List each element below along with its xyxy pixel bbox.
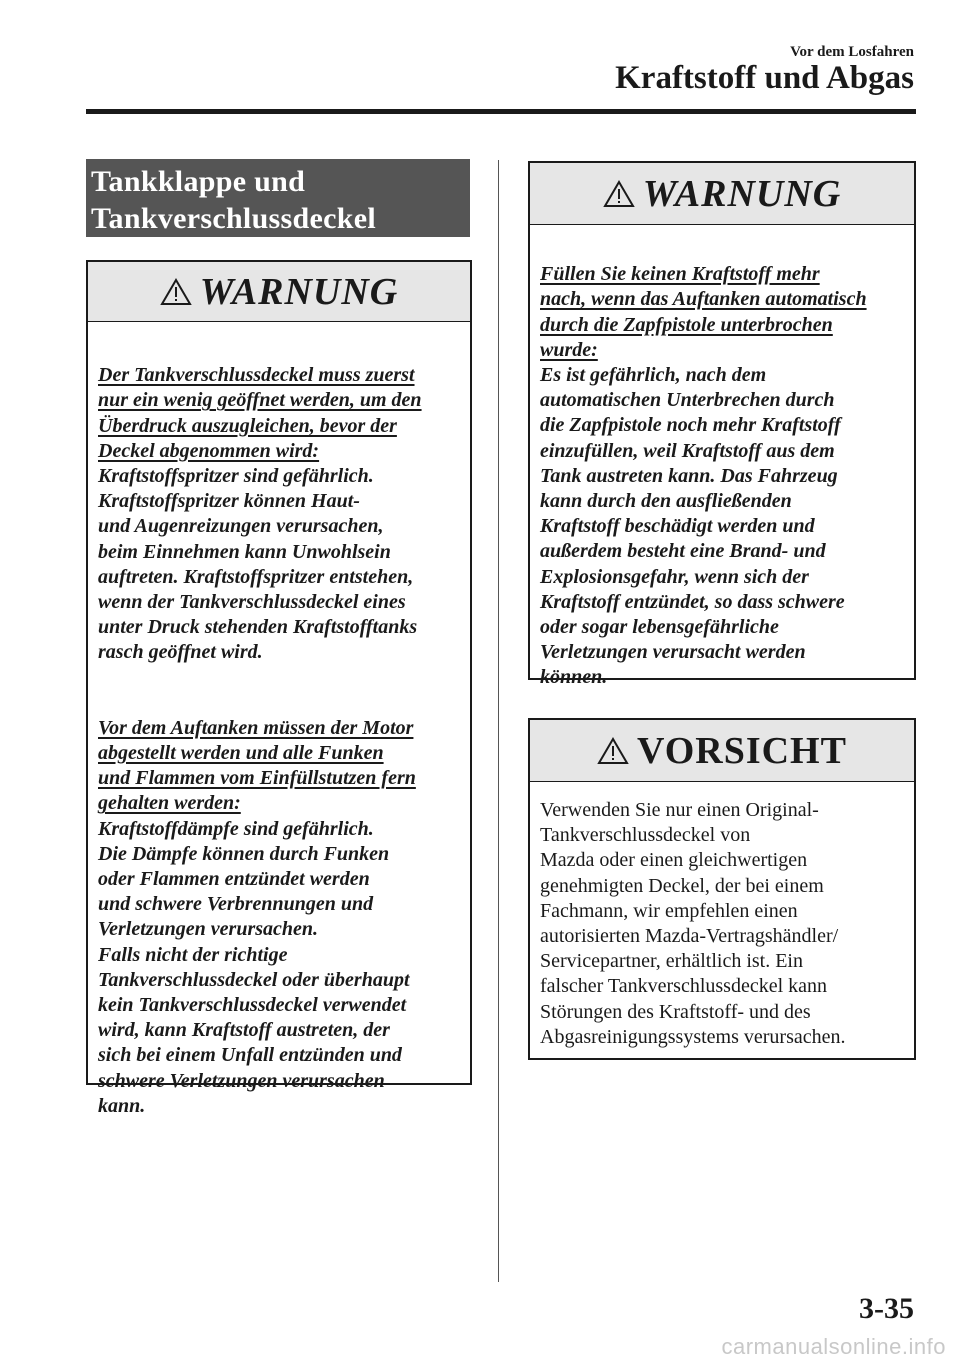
warning-left-paragraph-2 — [98, 716, 462, 1119]
warning-triangle-icon — [597, 737, 629, 765]
header-rule — [86, 109, 916, 114]
warning-triangle-icon — [160, 278, 192, 306]
warning-left-p1-underlined: Der Tankverschlussdeckel muss zuerst nur ein wenig geöffnet werden, um den Überdruck auszugleichen, bevor der Deckel abgenommen wird: — [98, 364, 422, 462]
warning-box-left — [86, 260, 472, 1117]
warning-box-right-label: WARNUNG — [642, 172, 842, 215]
warning-box-right — [528, 161, 916, 689]
warning-left-p2-body: Kraftstoffdämpfe sind gefährlich. Die Dämpfe können durch Funken oder Flammen entzündet werden und schwere Verbrennungen und Verletzungen verursachen. Falls nicht der richtige Tankverschlussdeckel oder überhaupt kein Tankverschlussdeckel verwendet wird, kann Kraftstoff austreten, der sich bei einem Unfall entzünden und schwere Verletzungen verursachen kann. — [98, 817, 410, 1117]
section-heading — [86, 159, 470, 237]
warning-box-right-header — [530, 163, 914, 225]
warning-left-p2-underlined: Vor dem Auftanken müssen der Motor abgestellt werden und alle Funken und Flammen vom Einfüllstutzen fern gehalten werden: — [98, 716, 416, 815]
section-heading-line2: Tankverschlussdeckel — [91, 202, 376, 235]
column-divider — [498, 160, 499, 1282]
warning-box-left-header — [88, 262, 470, 322]
warning-right-body-text: Es ist gefährlich, nach dem automatischen Unterbrechen durch die Zapfpistole noch mehr Kraftstoff einzufüllen, weil Kraftstoff aus dem Tank austreten kann. Das Fahrzeug kann durch den ausfließenden Kraftstoff beschädigt werden und außerdem besteht eine Brand- und Explosionsgefahr, wenn sich der Kraftstoff entzündet, so dass schwere oder sogar lebensgefährliche Verletzungen verursacht werden können. — [540, 364, 845, 689]
header-section-label: Vor dem Losfahren — [790, 44, 914, 60]
section-heading-line1: Tankklappe und — [91, 165, 306, 198]
warning-left-p1-body: Kraftstoffspritzer sind gefährlich. Kraftstoffspritzer können Haut- und Augenreizungen verursachen, beim Einnehmen kann Unwohlsein auftreten. Kraftstoffspritzer entstehen, wenn der Tankverschlussdeckel eines unter Druck stehenden Kraftstofftanks rasch geöffnet wird. — [98, 465, 418, 664]
caution-box-body: Verwenden Sie nur einen Original- Tankverschlussdeckel von Mazda oder einen gleichwertigen genehmigten Deckel, der bei einem Fachmann, wir empfehlen einen autorisierten Mazda-Vertragshändler/ Servicepartner, erhältlich ist. Ein falscher Tankverschlussdeckel kann Störungen des Kraftstoff- und des Abgasreinigungssystems verursachen. — [540, 799, 846, 1048]
watermark: carmanualsonline.info — [721, 1334, 946, 1359]
warning-right-underlined: Füllen Sie keinen Kraftstoff mehr nach, wenn das Auftanken automatisch durch die Zapfpistole unterbrochen wurde: — [540, 263, 867, 361]
warning-left-paragraph-1 — [98, 363, 462, 665]
caution-box-label: VORSICHT — [637, 729, 847, 772]
warning-box-right-body — [530, 225, 914, 716]
header-title: Kraftstoff und Abgas — [615, 60, 914, 96]
page-number: 3-35 — [859, 1292, 914, 1325]
warning-box-left-body — [88, 322, 470, 1144]
caution-box-header — [530, 720, 914, 782]
warning-box-left-label: WARNUNG — [199, 270, 399, 313]
caution-box — [528, 718, 916, 1060]
warning-triangle-icon — [603, 180, 635, 208]
warning-right-paragraph — [540, 262, 906, 690]
